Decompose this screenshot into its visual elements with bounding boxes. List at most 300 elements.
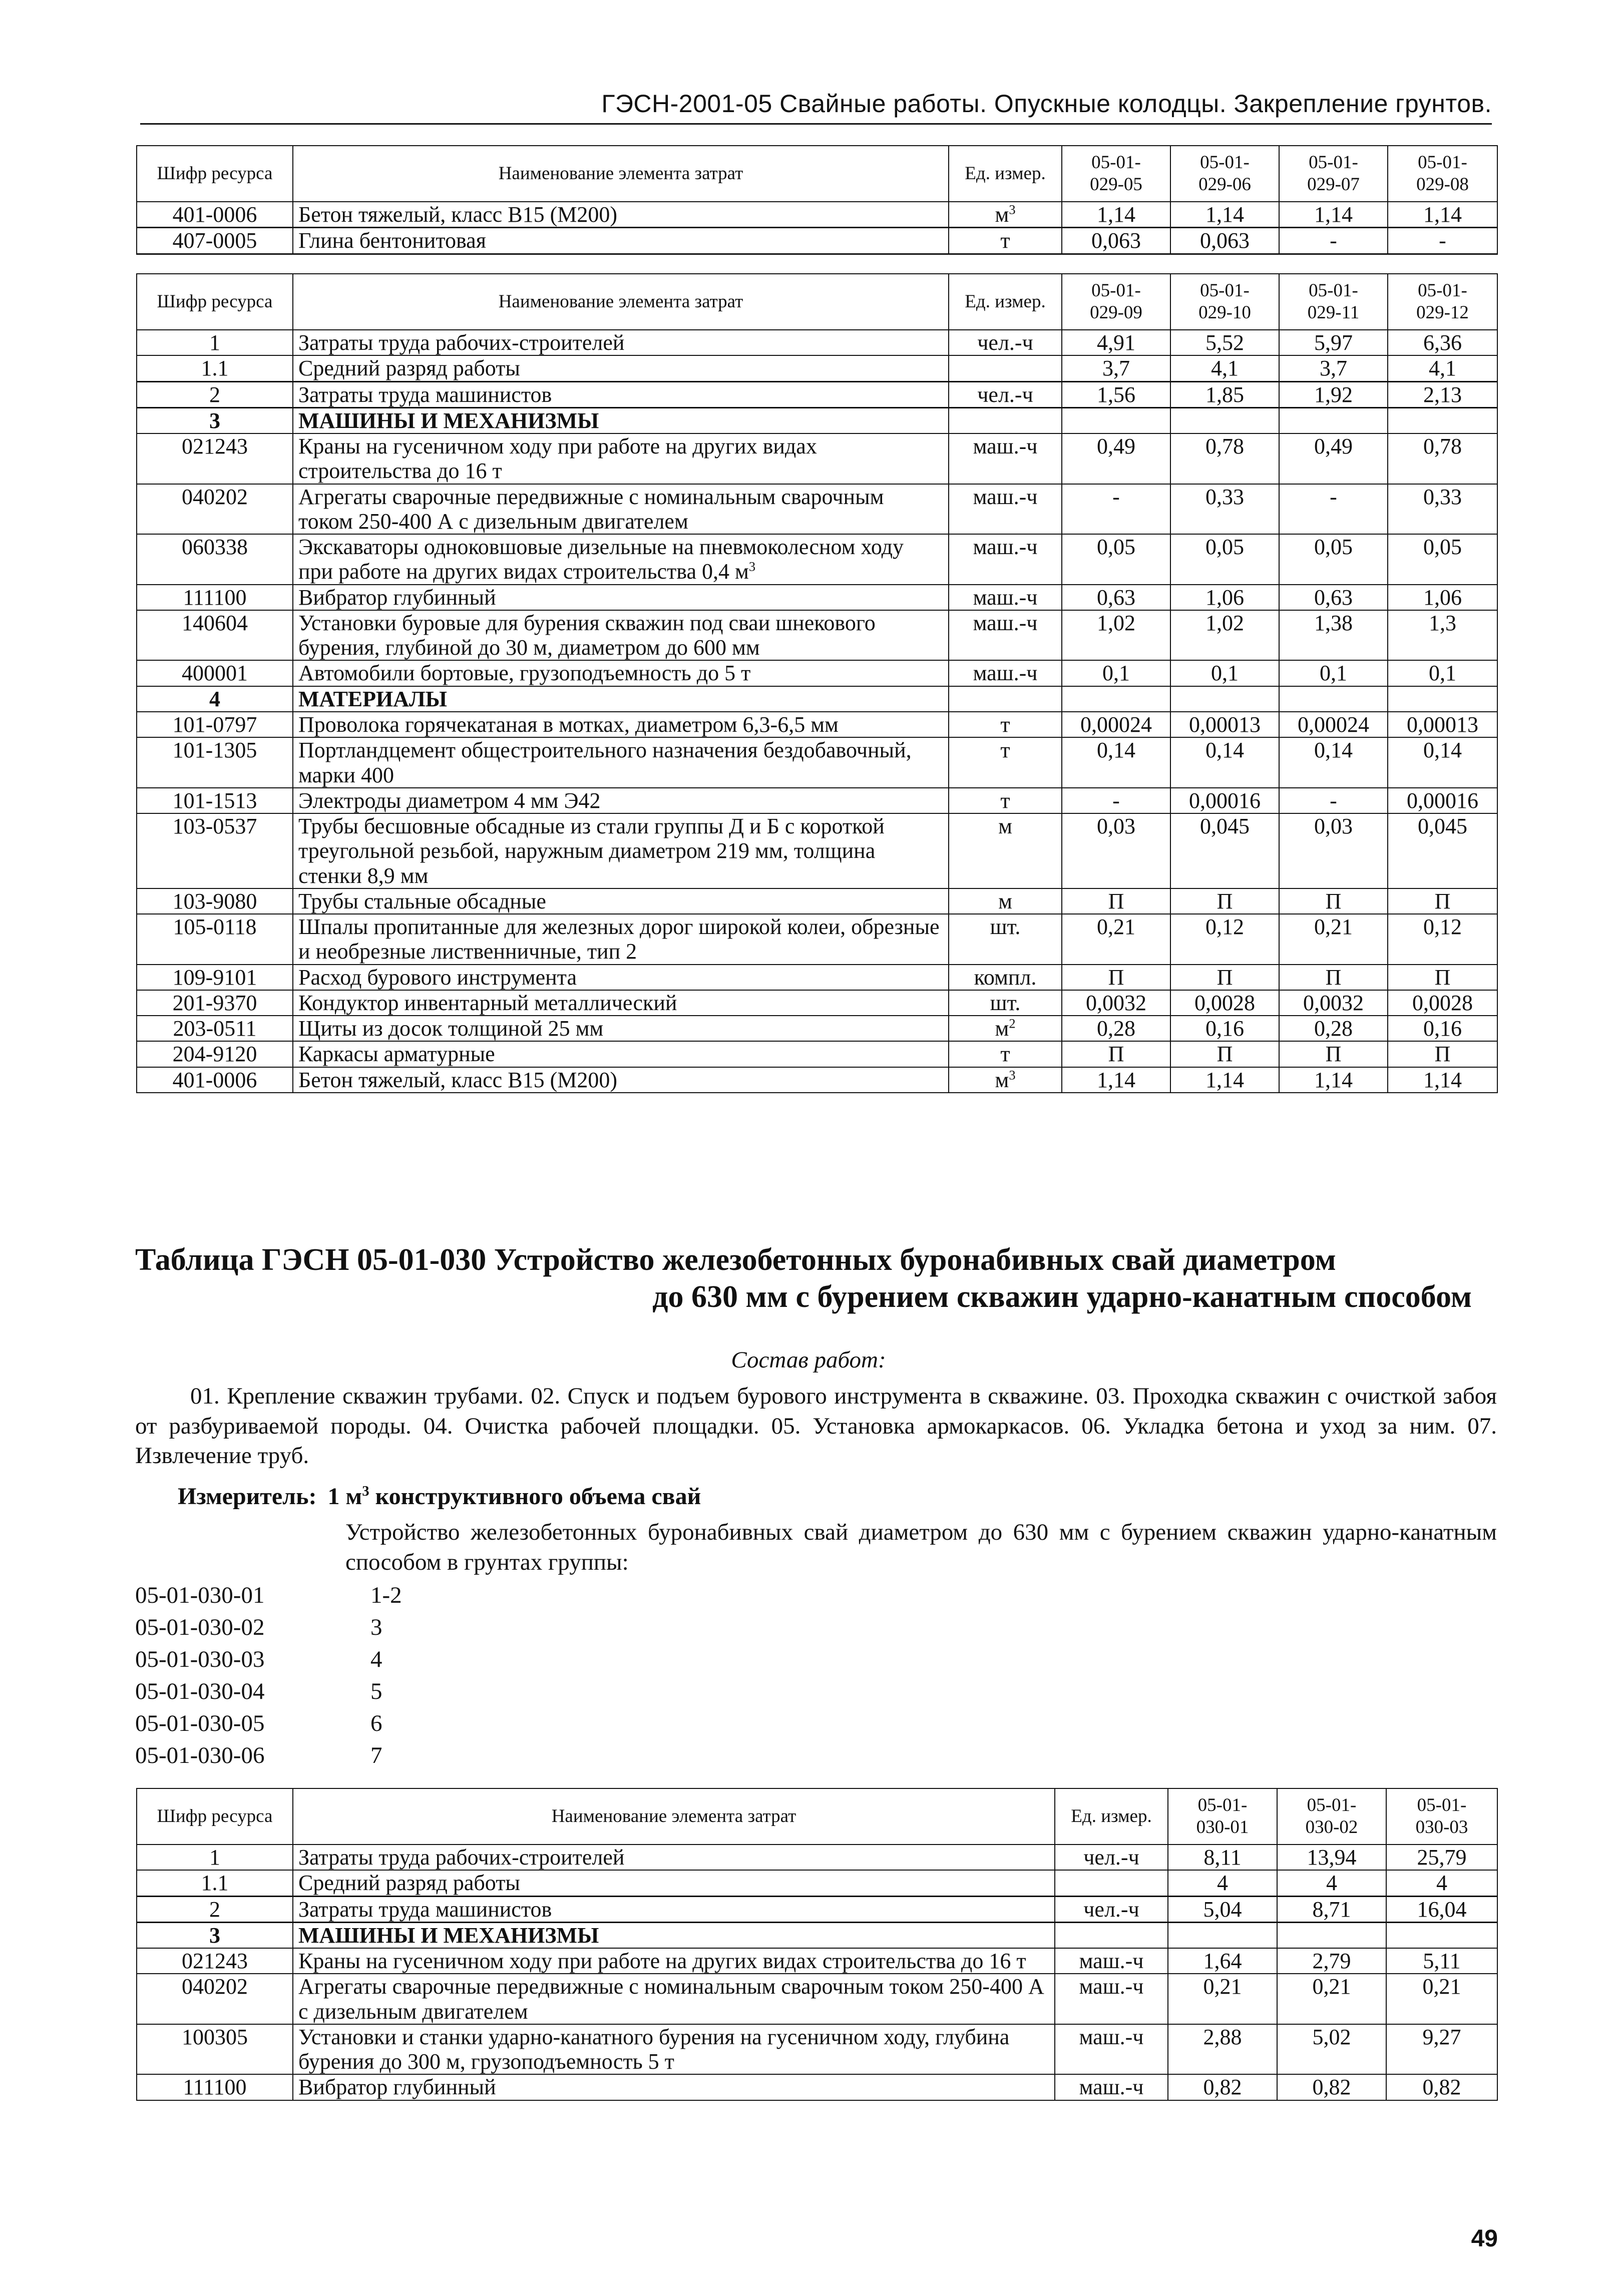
cell-code: 400001 bbox=[137, 660, 293, 686]
cell-value: 5,11 bbox=[1386, 1948, 1497, 1974]
table-row bbox=[137, 407, 1497, 433]
cell-value: 1,92 bbox=[1279, 381, 1388, 407]
variant-row bbox=[135, 1739, 402, 1771]
cell-value: 2,79 bbox=[1277, 1948, 1386, 1974]
cell-value: 0,14 bbox=[1279, 737, 1388, 788]
table-row bbox=[137, 534, 1497, 585]
table-row bbox=[137, 686, 1497, 712]
cell-value: 1,14 bbox=[1062, 1067, 1170, 1093]
cell-value: - bbox=[1279, 484, 1388, 535]
variant-code: 05-01-030-05 bbox=[135, 1710, 265, 1736]
variant-row bbox=[135, 1611, 402, 1643]
cell-name: Вибратор глубинный bbox=[293, 2074, 1055, 2100]
table-row bbox=[137, 585, 1497, 610]
cell-value: 0,05 bbox=[1062, 534, 1170, 585]
cell-value: 0,16 bbox=[1388, 1016, 1497, 1041]
cell-value: 0,82 bbox=[1277, 2074, 1386, 2100]
table-row bbox=[137, 1922, 1497, 1948]
table-row bbox=[137, 355, 1497, 381]
table-row bbox=[137, 712, 1497, 737]
table-row bbox=[137, 228, 1497, 254]
cell-code: 101-0797 bbox=[137, 712, 293, 737]
cell-value: 0,00016 bbox=[1388, 788, 1497, 813]
cell-value: - bbox=[1279, 788, 1388, 813]
cell-value: П bbox=[1388, 1041, 1497, 1067]
cell-name: Вибратор глубинный bbox=[293, 585, 949, 610]
cell-name: Затраты труда рабочих-строителей bbox=[293, 330, 949, 355]
cell-value: 1,14 bbox=[1170, 202, 1279, 228]
cell-value: 1,85 bbox=[1170, 381, 1279, 407]
resource-table-029-05-08 bbox=[136, 145, 1498, 255]
cell-value: П bbox=[1062, 965, 1170, 990]
col-header-variant: 05-01- 030-02 bbox=[1277, 1788, 1386, 1845]
cell-name: Средний разряд работы bbox=[293, 1870, 1055, 1896]
running-header bbox=[140, 88, 1492, 125]
cell-unit: маш.-ч bbox=[949, 585, 1062, 610]
cell-value: П bbox=[1062, 1041, 1170, 1067]
cell-value: 0,78 bbox=[1388, 433, 1497, 484]
cell-name: Экскаваторы одноковшовые дизельные на пневмоколесном ходу при работе на других видах строительства 0,4 $м^3$ bbox=[293, 534, 949, 585]
col-header-name: Наименование элемента затрат bbox=[293, 1788, 1055, 1845]
cell-value: 1,14 bbox=[1388, 1067, 1497, 1093]
col-header-unit: Ед. измер. bbox=[1055, 1788, 1168, 1845]
cell-value: П bbox=[1170, 1041, 1279, 1067]
table-row bbox=[137, 1948, 1497, 1974]
cell-value: 0,0028 bbox=[1388, 990, 1497, 1016]
cell-value: 0,05 bbox=[1170, 534, 1279, 585]
cell-value: 0,49 bbox=[1062, 433, 1170, 484]
table-row bbox=[137, 1067, 1497, 1093]
cell-value: 0,21 bbox=[1168, 1974, 1277, 2024]
cell-value: 0,49 bbox=[1279, 433, 1388, 484]
cell-value: 0,03 bbox=[1279, 813, 1388, 888]
cell-value: П bbox=[1170, 888, 1279, 914]
cell-value bbox=[1062, 407, 1170, 433]
col-header-variant: 05-01- 029-10 bbox=[1170, 274, 1279, 330]
cell-value: 0,63 bbox=[1062, 585, 1170, 610]
cell-unit: т bbox=[949, 228, 1062, 254]
cell-value: 3,7 bbox=[1279, 355, 1388, 381]
cell-value: 0,045 bbox=[1170, 813, 1279, 888]
table-row bbox=[137, 2024, 1497, 2075]
table-row bbox=[137, 330, 1497, 355]
section-title-line1: Таблица ГЭСН 05-01-030 Устройство железобетонных буронабивных свай диаметром bbox=[135, 1243, 1336, 1277]
table-row bbox=[137, 1896, 1497, 1922]
meter-value: 1 $м^3$ конструктивного объема свай bbox=[327, 1483, 701, 1510]
cell-unit: маш.-ч bbox=[949, 484, 1062, 535]
cell-code: 103-9080 bbox=[137, 888, 293, 914]
cell-value: 13,94 bbox=[1277, 1845, 1386, 1870]
cell-value bbox=[1170, 407, 1279, 433]
variant-group: 6 bbox=[370, 1710, 382, 1736]
cell-unit: $м^3$ bbox=[949, 202, 1062, 228]
col-header-variant: 05-01- 029-08 bbox=[1388, 146, 1497, 202]
cell-value: 0,21 bbox=[1279, 914, 1388, 965]
cell-name: Агрегаты сварочные передвижные с номинальным сварочным током 250-400 А с дизельным двигателем bbox=[293, 484, 949, 535]
cell-value: 0,82 bbox=[1168, 2074, 1277, 2100]
cell-name: МАШИНЫ И МЕХАНИЗМЫ bbox=[293, 1922, 1055, 1948]
cell-value: 0,63 bbox=[1279, 585, 1388, 610]
cell-unit: маш.-ч bbox=[949, 660, 1062, 686]
cell-unit: маш.-ч bbox=[949, 534, 1062, 585]
cell-unit: маш.-ч bbox=[949, 610, 1062, 661]
col-header-variant: 05-01- 029-05 bbox=[1062, 146, 1170, 202]
cell-value: 1,02 bbox=[1170, 610, 1279, 661]
cell-unit: маш.-ч bbox=[1055, 2074, 1168, 2100]
variant-code: 05-01-030-04 bbox=[135, 1678, 265, 1704]
cell-name: Каркасы арматурные bbox=[293, 1041, 949, 1067]
variant-row bbox=[135, 1675, 402, 1707]
cell-code: 040202 bbox=[137, 1974, 293, 2024]
cell-unit: т bbox=[949, 788, 1062, 813]
table-row bbox=[137, 2074, 1497, 2100]
cell-unit: маш.-ч bbox=[1055, 2024, 1168, 2075]
variant-group: 4 bbox=[370, 1646, 382, 1672]
table-row bbox=[137, 1016, 1497, 1041]
resource-table-029-09-12 bbox=[136, 273, 1498, 1093]
cell-code: 101-1513 bbox=[137, 788, 293, 813]
col-header-variant: 05-01- 030-01 bbox=[1168, 1788, 1277, 1845]
cell-value bbox=[1170, 686, 1279, 712]
cell-code: 021243 bbox=[137, 1948, 293, 1974]
cell-value: 1,14 bbox=[1388, 202, 1497, 228]
cell-value: 0,16 bbox=[1170, 1016, 1279, 1041]
cell-value: П bbox=[1279, 888, 1388, 914]
table-row bbox=[137, 914, 1497, 965]
cell-code: 3 bbox=[137, 1922, 293, 1948]
cell-name: Агрегаты сварочные передвижные с номинальным сварочным током 250-400 А с дизельным двигателем bbox=[293, 1974, 1055, 2024]
cell-value: 0,00024 bbox=[1279, 712, 1388, 737]
cell-name: Глина бентонитовая bbox=[293, 228, 949, 254]
cell-value: 0,12 bbox=[1170, 914, 1279, 965]
cell-name: Щиты из досок толщиной 25 мм bbox=[293, 1016, 949, 1041]
col-header-unit: Ед. измер. bbox=[949, 274, 1062, 330]
cell-value: 2,88 bbox=[1168, 2024, 1277, 2075]
cell-name: Проволока горячекатаная в мотках, диаметром 6,3-6,5 мм bbox=[293, 712, 949, 737]
cell-value: П bbox=[1388, 888, 1497, 914]
cell-value: 0,05 bbox=[1388, 534, 1497, 585]
cell-unit: м bbox=[949, 888, 1062, 914]
cell-value: 4 bbox=[1168, 1870, 1277, 1896]
cell-code: 111100 bbox=[137, 2074, 293, 2100]
cell-code: 401-0006 bbox=[137, 1067, 293, 1093]
cell-value: 1,14 bbox=[1170, 1067, 1279, 1093]
cell-value: 0,82 bbox=[1386, 2074, 1497, 2100]
cell-value: 0,00013 bbox=[1170, 712, 1279, 737]
cell-code: 101-1305 bbox=[137, 737, 293, 788]
col-header-variant: 05-01- 030-03 bbox=[1386, 1788, 1497, 1845]
cell-code: 2 bbox=[137, 1896, 293, 1922]
cell-value: 0,12 bbox=[1388, 914, 1497, 965]
cell-value: 0,1 bbox=[1279, 660, 1388, 686]
running-header-text: ГЭСН-2001-05 Свайные работы. Опускные колодцы. Закрепление грунтов. bbox=[601, 90, 1492, 118]
cell-value: 4 bbox=[1277, 1870, 1386, 1896]
cell-value: 8,71 bbox=[1277, 1896, 1386, 1922]
cell-unit: чел.-ч bbox=[949, 330, 1062, 355]
table-row bbox=[137, 1870, 1497, 1896]
variant-group: 1-2 bbox=[370, 1582, 402, 1608]
cell-unit: шт. bbox=[949, 990, 1062, 1016]
cell-value: 0,14 bbox=[1062, 737, 1170, 788]
cell-code: 109-9101 bbox=[137, 965, 293, 990]
cell-value: 25,79 bbox=[1386, 1845, 1497, 1870]
cell-value: 5,97 bbox=[1279, 330, 1388, 355]
cell-value: 0,14 bbox=[1388, 737, 1497, 788]
cell-value: 6,36 bbox=[1388, 330, 1497, 355]
cell-value: 0,1 bbox=[1170, 660, 1279, 686]
variant-row bbox=[135, 1643, 402, 1675]
table-row bbox=[137, 965, 1497, 990]
cell-code: 060338 bbox=[137, 534, 293, 585]
meter bbox=[178, 1483, 701, 1510]
cell-name: Затраты труда машинистов bbox=[293, 1896, 1055, 1922]
cell-value: 1,56 bbox=[1062, 381, 1170, 407]
cell-value: 0,063 bbox=[1062, 228, 1170, 254]
cell-name: Автомобили бортовые, грузоподъемность до 5 т bbox=[293, 660, 949, 686]
table-row bbox=[137, 202, 1497, 228]
cell-value: - bbox=[1062, 484, 1170, 535]
cell-value: 0,21 bbox=[1386, 1974, 1497, 2024]
works-label: Состав работ: bbox=[731, 1347, 886, 1373]
cell-unit: $м^2$ bbox=[949, 1016, 1062, 1041]
table-row bbox=[137, 484, 1497, 535]
cell-value: 0,33 bbox=[1170, 484, 1279, 535]
cell-code: 407-0005 bbox=[137, 228, 293, 254]
cell-code: 3 bbox=[137, 407, 293, 433]
cell-value: 0,14 bbox=[1170, 737, 1279, 788]
cell-value: 0,063 bbox=[1170, 228, 1279, 254]
cell-value: 1,3 bbox=[1388, 610, 1497, 661]
table-row bbox=[137, 888, 1497, 914]
col-header-variant: 05-01- 029-06 bbox=[1170, 146, 1279, 202]
cell-unit bbox=[949, 355, 1062, 381]
cell-unit: маш.-ч bbox=[949, 433, 1062, 484]
cell-value: 0,00016 bbox=[1170, 788, 1279, 813]
table-row bbox=[137, 433, 1497, 484]
cell-code: 100305 bbox=[137, 2024, 293, 2075]
variant-group: 7 bbox=[370, 1742, 382, 1768]
cell-code: 204-9120 bbox=[137, 1041, 293, 1067]
cell-code: 103-0537 bbox=[137, 813, 293, 888]
cell-value: 8,11 bbox=[1168, 1845, 1277, 1870]
cell-name: Установки и станки ударно-канатного бурения на гусеничном ходу, глубина бурения до 300 м, грузоподъемность 5 т bbox=[293, 2024, 1055, 2075]
cell-name: МАТЕРИАЛЫ bbox=[293, 686, 949, 712]
variants-list bbox=[135, 1579, 402, 1771]
col-header-code: Шифр ресурса bbox=[137, 146, 293, 202]
cell-unit bbox=[1055, 1870, 1168, 1896]
table-row bbox=[137, 737, 1497, 788]
cell-value: 1,64 bbox=[1168, 1948, 1277, 1974]
cell-value: П bbox=[1279, 965, 1388, 990]
cell-unit: чел.-ч bbox=[1055, 1896, 1168, 1922]
section-title bbox=[135, 1241, 1507, 1316]
cell-name: МАШИНЫ И МЕХАНИЗМЫ bbox=[293, 407, 949, 433]
cell-name: Затраты труда рабочих-строителей bbox=[293, 1845, 1055, 1870]
cell-value: - bbox=[1388, 228, 1497, 254]
cell-name: Бетон тяжелый, класс В15 (М200) bbox=[293, 202, 949, 228]
cell-unit: маш.-ч bbox=[1055, 1948, 1168, 1974]
cell-value: 0,0032 bbox=[1279, 990, 1388, 1016]
variants-description: Устройство железобетонных буронабивных свай диаметром до 630 мм с бурением скважин ударно-канатным способом в грунтах группы: bbox=[345, 1519, 1497, 1575]
variant-group: 3 bbox=[370, 1614, 382, 1640]
table-row bbox=[137, 813, 1497, 888]
table-row bbox=[137, 1041, 1497, 1067]
cell-name: Затраты труда машинистов bbox=[293, 381, 949, 407]
resource-table-030 bbox=[136, 1788, 1498, 2101]
cell-value: 9,27 bbox=[1386, 2024, 1497, 2075]
cell-code: 4 bbox=[137, 686, 293, 712]
col-header-code: Шифр ресурса bbox=[137, 1788, 293, 1845]
cell-value: 0,33 bbox=[1388, 484, 1497, 535]
cell-unit bbox=[949, 407, 1062, 433]
cell-value bbox=[1279, 407, 1388, 433]
cell-unit: чел.-ч bbox=[949, 381, 1062, 407]
cell-name: Установки буровые для бурения скважин под сваи шнекового бурения, глубиной до 30 м, диаметром до 600 мм bbox=[293, 610, 949, 661]
cell-name: Электроды диаметром 4 мм Э42 bbox=[293, 788, 949, 813]
table-row bbox=[137, 1974, 1497, 2024]
cell-value: 1,14 bbox=[1279, 202, 1388, 228]
cell-code: 040202 bbox=[137, 484, 293, 535]
page-number: 49 bbox=[1471, 2225, 1498, 2252]
variant-code: 05-01-030-03 bbox=[135, 1646, 265, 1672]
col-header-variant: 05-01- 029-07 bbox=[1279, 146, 1388, 202]
cell-value: 1,14 bbox=[1062, 202, 1170, 228]
cell-code: 401-0006 bbox=[137, 202, 293, 228]
cell-code: 111100 bbox=[137, 585, 293, 610]
cell-code: 021243 bbox=[137, 433, 293, 484]
cell-unit: т bbox=[949, 737, 1062, 788]
cell-name: Краны на гусеничном ходу при работе на других видах строительства до 16 т bbox=[293, 1948, 1055, 1974]
cell-value bbox=[1168, 1922, 1277, 1948]
cell-value bbox=[1388, 407, 1497, 433]
col-header-variant: 05-01- 029-09 bbox=[1062, 274, 1170, 330]
cell-code: 1.1 bbox=[137, 1870, 293, 1896]
cell-name: Портландцемент общестроительного назначения бездобавочный, марки 400 bbox=[293, 737, 949, 788]
cell-value: 3,7 bbox=[1062, 355, 1170, 381]
works-text: 01. Крепление скважин трубами. 02. Спуск и подъем бурового инструмента в скважине. 03. Проходка скважин с очисткой забоя от разбуриваемой породы. 04. Очистка рабочей площадки. 05. Установка армокаркасов. 06. Укладка бетона и уход за ним. 07. Извлечение труб. bbox=[135, 1383, 1497, 1469]
cell-unit: м bbox=[949, 813, 1062, 888]
table-row bbox=[137, 381, 1497, 407]
cell-unit: т bbox=[949, 712, 1062, 737]
cell-value: 0,78 bbox=[1170, 433, 1279, 484]
cell-value: 5,02 bbox=[1277, 2024, 1386, 2075]
cell-value: 0,00013 bbox=[1388, 712, 1497, 737]
cell-value: 0,0032 bbox=[1062, 990, 1170, 1016]
cell-value: П bbox=[1170, 965, 1279, 990]
cell-name: Трубы бесшовные обсадные из стали группы Д и Б с короткой треугольной резьбой, наружным диаметром 219 мм, толщина стенки 8,9 мм bbox=[293, 813, 949, 888]
cell-value: - bbox=[1062, 788, 1170, 813]
variant-row bbox=[135, 1707, 402, 1739]
col-header-unit: Ед. измер. bbox=[949, 146, 1062, 202]
variant-code: 05-01-030-02 bbox=[135, 1614, 265, 1640]
cell-value: 1,06 bbox=[1388, 585, 1497, 610]
table-row bbox=[137, 990, 1497, 1016]
cell-value: 0,21 bbox=[1062, 914, 1170, 965]
cell-value: П bbox=[1279, 1041, 1388, 1067]
cell-unit bbox=[949, 686, 1062, 712]
table-row bbox=[137, 788, 1497, 813]
cell-unit: чел.-ч bbox=[1055, 1845, 1168, 1870]
cell-value bbox=[1277, 1922, 1386, 1948]
cell-code: 105-0118 bbox=[137, 914, 293, 965]
cell-code: 1 bbox=[137, 1845, 293, 1870]
cell-value: 1,38 bbox=[1279, 610, 1388, 661]
cell-value: 0,00024 bbox=[1062, 712, 1170, 737]
cell-name: Краны на гусеничном ходу при работе на других видах строительства до 16 т bbox=[293, 433, 949, 484]
cell-code: 201-9370 bbox=[137, 990, 293, 1016]
cell-unit: т bbox=[949, 1041, 1062, 1067]
col-header-variant: 05-01- 029-11 bbox=[1279, 274, 1388, 330]
cell-name: Трубы стальные обсадные bbox=[293, 888, 949, 914]
col-header-name: Наименование элемента затрат bbox=[293, 274, 949, 330]
cell-value bbox=[1279, 686, 1388, 712]
col-header-code: Шифр ресурса bbox=[137, 274, 293, 330]
cell-value: 2,13 bbox=[1388, 381, 1497, 407]
cell-value: 5,04 bbox=[1168, 1896, 1277, 1922]
variant-code: 05-01-030-06 bbox=[135, 1742, 265, 1768]
cell-name: Кондуктор инвентарный металлический bbox=[293, 990, 949, 1016]
cell-value bbox=[1386, 1922, 1497, 1948]
cell-unit bbox=[1055, 1922, 1168, 1948]
cell-code: 2 bbox=[137, 381, 293, 407]
cell-value: 0,0028 bbox=[1170, 990, 1279, 1016]
cell-name: Расход бурового инструмента bbox=[293, 965, 949, 990]
table-row bbox=[137, 660, 1497, 686]
cell-unit: компл. bbox=[949, 965, 1062, 990]
table-row bbox=[137, 610, 1497, 661]
variant-group: 5 bbox=[370, 1678, 382, 1704]
section-title-line2: до 630 мм с бурением скважин ударно-канатным способом bbox=[652, 1280, 1472, 1314]
cell-value: 0,21 bbox=[1277, 1974, 1386, 2024]
cell-value: 1,06 bbox=[1170, 585, 1279, 610]
cell-value: - bbox=[1279, 228, 1388, 254]
col-header-name: Наименование элемента затрат bbox=[293, 146, 949, 202]
cell-code: 1.1 bbox=[137, 355, 293, 381]
cell-value: 0,28 bbox=[1279, 1016, 1388, 1041]
cell-value: 4,1 bbox=[1170, 355, 1279, 381]
cell-code: 140604 bbox=[137, 610, 293, 661]
cell-value bbox=[1062, 686, 1170, 712]
cell-unit: маш.-ч bbox=[1055, 1974, 1168, 2024]
cell-unit: $м^3$ bbox=[949, 1067, 1062, 1093]
cell-value: 1,02 bbox=[1062, 610, 1170, 661]
variant-row bbox=[135, 1579, 402, 1611]
cell-value: 4,91 bbox=[1062, 330, 1170, 355]
cell-value: 4 bbox=[1386, 1870, 1497, 1896]
cell-value: 0,28 bbox=[1062, 1016, 1170, 1041]
col-header-variant: 05-01- 029-12 bbox=[1388, 274, 1497, 330]
cell-value: П bbox=[1388, 965, 1497, 990]
cell-value: 0,05 bbox=[1279, 534, 1388, 585]
cell-value: 0,045 bbox=[1388, 813, 1497, 888]
cell-name: Бетон тяжелый, класс В15 (М200) bbox=[293, 1067, 949, 1093]
cell-value: П bbox=[1062, 888, 1170, 914]
cell-name: Средний разряд работы bbox=[293, 355, 949, 381]
cell-value: 16,04 bbox=[1386, 1896, 1497, 1922]
cell-unit: шт. bbox=[949, 914, 1062, 965]
cell-value bbox=[1388, 686, 1497, 712]
cell-code: 203-0511 bbox=[137, 1016, 293, 1041]
cell-value: 1,14 bbox=[1279, 1067, 1388, 1093]
cell-value: 4,1 bbox=[1388, 355, 1497, 381]
cell-value: 0,03 bbox=[1062, 813, 1170, 888]
table-row bbox=[137, 1845, 1497, 1870]
variant-code: 05-01-030-01 bbox=[135, 1582, 265, 1608]
cell-value: 5,52 bbox=[1170, 330, 1279, 355]
cell-value: 0,1 bbox=[1062, 660, 1170, 686]
cell-code: 1 bbox=[137, 330, 293, 355]
cell-value: 0,1 bbox=[1388, 660, 1497, 686]
